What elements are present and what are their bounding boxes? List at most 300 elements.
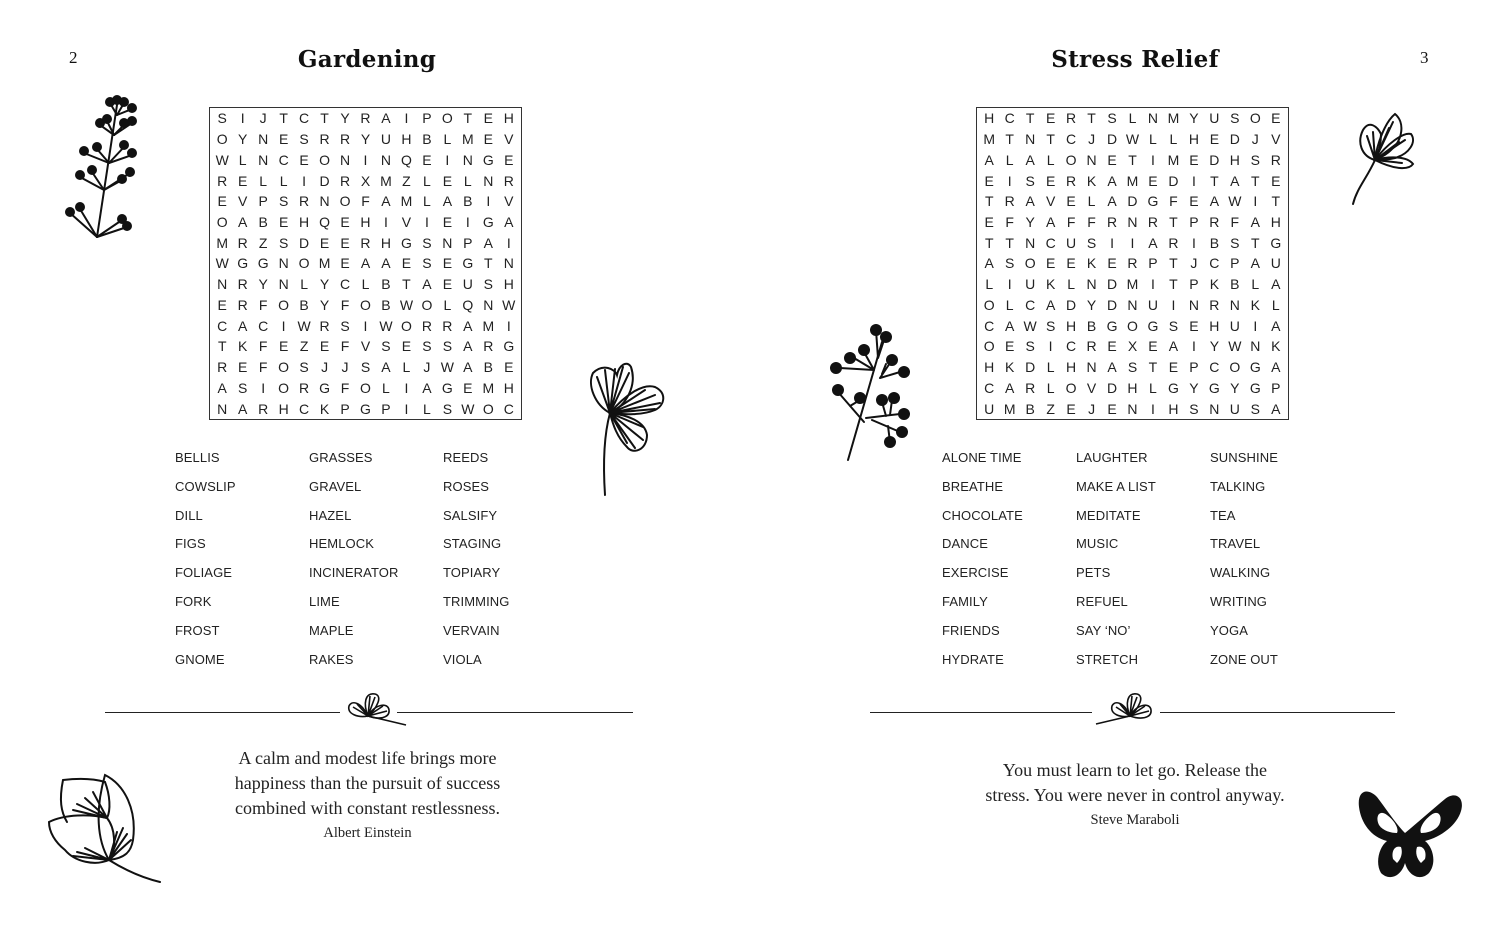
grid-cell[interactable]: C [339, 276, 351, 293]
grid-cell[interactable]: N [339, 151, 351, 168]
grid-cell[interactable]: E [1045, 172, 1056, 189]
grid-cell[interactable]: L [279, 172, 288, 189]
grid-cell[interactable]: S [1250, 151, 1260, 168]
grid-cell[interactable]: A [984, 255, 994, 272]
grid-cell[interactable]: E [1209, 131, 1220, 148]
grid-cell[interactable]: C [1209, 255, 1220, 272]
grid-cell[interactable]: F [258, 338, 268, 355]
grid-cell[interactable]: O [298, 255, 310, 272]
grid-cell[interactable]: E [1271, 110, 1281, 127]
grid-cell[interactable]: R [319, 131, 330, 148]
grid-cell[interactable]: A [984, 151, 994, 168]
grid-cell[interactable]: G [482, 151, 494, 168]
grid-cell[interactable]: R [421, 317, 432, 334]
grid-cell[interactable]: J [1088, 400, 1096, 417]
grid-cell[interactable]: H [278, 400, 289, 417]
grid-cell[interactable]: I [465, 214, 470, 231]
grid-cell[interactable]: R [1066, 110, 1077, 127]
grid-cell[interactable]: E [1189, 151, 1199, 168]
grid-cell[interactable]: P [258, 193, 268, 210]
grid-cell[interactable]: S [1230, 110, 1240, 127]
grid-cell[interactable]: E [1045, 255, 1056, 272]
grid-cell[interactable]: A [217, 379, 227, 396]
grid-cell[interactable]: E [1148, 338, 1158, 355]
grid-cell[interactable]: L [1128, 110, 1137, 127]
grid-cell[interactable]: V [504, 131, 514, 148]
grid-cell[interactable]: G [257, 255, 269, 272]
grid-cell[interactable]: U [380, 131, 392, 148]
grid-cell[interactable]: O [278, 359, 290, 376]
grid-cell[interactable]: S [422, 338, 432, 355]
grid-cell[interactable]: H [401, 131, 412, 148]
grid-cell[interactable]: U [1229, 317, 1240, 334]
grid-cell[interactable]: N [462, 151, 473, 168]
grid-cell[interactable]: O [441, 110, 453, 127]
grid-cell[interactable]: Y [1025, 214, 1035, 231]
grid-cell[interactable]: D [1066, 296, 1077, 313]
grid-cell[interactable]: R [319, 317, 330, 334]
grid-cell[interactable]: N [258, 131, 269, 148]
grid-cell[interactable]: E [340, 255, 350, 272]
grid-cell[interactable]: W [440, 359, 454, 376]
grid-cell[interactable]: I [1191, 172, 1196, 189]
grid-cell[interactable]: P [422, 110, 432, 127]
grid-cell[interactable]: Y [340, 110, 350, 127]
grid-cell[interactable]: P [463, 234, 473, 251]
grid-cell[interactable]: L [985, 276, 994, 293]
grid-cell[interactable]: S [340, 317, 350, 334]
grid-cell[interactable]: Q [319, 214, 330, 231]
grid-cell[interactable]: P [1271, 379, 1281, 396]
grid-cell[interactable]: R [299, 379, 310, 396]
grid-cell[interactable]: H [1209, 317, 1220, 334]
grid-cell[interactable]: C [299, 110, 310, 127]
grid-cell[interactable]: W [215, 151, 229, 168]
grid-cell[interactable]: Q [400, 151, 412, 168]
grid-cell[interactable]: M [216, 234, 229, 251]
grid-cell[interactable]: C [503, 400, 514, 417]
grid-cell[interactable]: L [1046, 359, 1055, 376]
grid-cell[interactable]: M [400, 193, 413, 210]
grid-cell[interactable]: R [1086, 338, 1097, 355]
grid-cell[interactable]: T [279, 110, 288, 127]
grid-cell[interactable]: B [1086, 317, 1097, 334]
grid-cell[interactable]: E [442, 214, 453, 231]
grid-cell[interactable]: I [404, 110, 409, 127]
grid-cell[interactable]: V [1271, 131, 1281, 148]
grid-cell[interactable]: A [238, 214, 248, 231]
grid-cell[interactable]: T [1169, 276, 1178, 293]
grid-cell[interactable]: R [483, 338, 494, 355]
grid-cell[interactable]: O [421, 296, 433, 313]
grid-cell[interactable]: E [340, 234, 350, 251]
grid-cell[interactable]: E [442, 276, 453, 293]
grid-cell[interactable]: Q [462, 296, 474, 313]
grid-cell[interactable]: A [1250, 214, 1260, 231]
grid-cell[interactable]: F [1087, 214, 1096, 231]
grid-cell[interactable]: G [1147, 193, 1159, 210]
grid-cell[interactable]: E [278, 214, 289, 231]
grid-cell[interactable]: A [1168, 338, 1179, 355]
grid-cell[interactable]: A [381, 193, 391, 210]
grid-cell[interactable]: A [1025, 193, 1035, 210]
grid-cell[interactable]: E [238, 359, 248, 376]
grid-cell[interactable]: X [1127, 338, 1138, 355]
grid-cell[interactable]: I [404, 379, 409, 396]
grid-cell[interactable]: P [1189, 214, 1199, 231]
grid-cell[interactable]: L [1251, 276, 1260, 293]
grid-cell[interactable]: S [381, 338, 391, 355]
grid-cell[interactable]: T [1046, 131, 1055, 148]
grid-cell[interactable]: J [259, 110, 267, 127]
grid-cell[interactable]: M [1167, 110, 1180, 127]
grid-cell[interactable]: W [1228, 338, 1242, 355]
grid-cell[interactable]: C [1066, 338, 1077, 355]
grid-cell[interactable]: B [381, 296, 391, 313]
grid-cell[interactable]: Y [360, 131, 371, 148]
grid-cell[interactable]: E [217, 193, 227, 210]
grid-cell[interactable]: E [319, 234, 330, 251]
grid-cell[interactable]: G [462, 255, 474, 272]
grid-cell[interactable]: S [1025, 338, 1035, 355]
grid-cell[interactable]: R [237, 234, 248, 251]
grid-cell[interactable]: E [504, 359, 514, 376]
grid-cell[interactable]: O [216, 131, 228, 148]
grid-cell[interactable]: W [1228, 193, 1242, 210]
grid-cell[interactable]: H [1066, 317, 1077, 334]
grid-cell[interactable]: I [384, 214, 388, 231]
grid-cell[interactable]: S [1086, 234, 1097, 251]
grid-cell[interactable]: E [442, 172, 453, 189]
grid-cell[interactable]: H [503, 110, 514, 127]
grid-cell[interactable]: R [217, 172, 228, 189]
grid-cell[interactable]: L [463, 172, 472, 189]
grid-cell[interactable]: H [984, 110, 995, 127]
grid-cell[interactable]: Z [1046, 400, 1055, 417]
grid-cell[interactable]: S [278, 234, 289, 251]
grid-cell[interactable]: U [1025, 276, 1036, 293]
grid-cell[interactable]: D [1025, 359, 1036, 376]
grid-cell[interactable]: A [1271, 317, 1281, 334]
grid-cell[interactable]: U [1066, 234, 1077, 251]
grid-cell[interactable]: U [984, 400, 995, 417]
grid-cell[interactable]: M [1126, 172, 1139, 189]
grid-cell[interactable]: O [1229, 359, 1241, 376]
grid-cell[interactable]: K [1005, 359, 1015, 376]
grid-cell[interactable]: S [1107, 110, 1117, 127]
grid-cell[interactable]: G [1167, 379, 1179, 396]
grid-cell[interactable]: R [237, 276, 248, 293]
grid-cell[interactable]: P [381, 400, 391, 417]
grid-cell[interactable]: O [360, 296, 371, 313]
grid-cell[interactable]: S [422, 255, 432, 272]
grid-cell[interactable]: T [463, 110, 473, 127]
grid-cell[interactable]: O [1127, 317, 1138, 334]
grid-cell[interactable]: G [319, 379, 330, 396]
grid-cell[interactable]: S [1189, 400, 1199, 417]
grid-cell[interactable]: G [237, 255, 249, 272]
grid-cell[interactable]: N [1127, 296, 1138, 313]
grid-cell[interactable]: L [422, 400, 431, 417]
grid-cell[interactable]: J [423, 359, 431, 376]
grid-cell[interactable]: M [983, 131, 996, 148]
grid-cell[interactable]: P [340, 400, 350, 417]
grid-cell[interactable]: R [1066, 172, 1077, 189]
grid-cell[interactable]: E [1107, 400, 1117, 417]
grid-cell[interactable]: A [1045, 296, 1056, 313]
grid-cell[interactable]: S [1230, 234, 1240, 251]
grid-cell[interactable]: M [461, 131, 474, 148]
grid-cell[interactable]: O [339, 193, 351, 210]
grid-cell[interactable]: R [360, 234, 371, 251]
grid-cell[interactable]: S [442, 400, 453, 417]
grid-cell[interactable]: E [1189, 317, 1199, 334]
grid-cell[interactable]: Y [1189, 110, 1199, 127]
grid-cell[interactable]: N [483, 172, 494, 189]
grid-cell[interactable]: E [1107, 255, 1117, 272]
grid-cell[interactable]: T [1148, 359, 1158, 376]
grid-cell[interactable]: N [278, 276, 289, 293]
grid-cell[interactable]: R [360, 110, 371, 127]
grid-cell[interactable]: E [1066, 255, 1076, 272]
grid-cell[interactable]: E [1066, 193, 1076, 210]
grid-cell[interactable]: K [1086, 172, 1097, 189]
grid-cell[interactable]: R [299, 193, 310, 210]
grid-cell[interactable]: T [217, 338, 227, 355]
grid-cell[interactable]: S [1025, 172, 1035, 189]
grid-cell[interactable]: K [1045, 276, 1056, 293]
grid-cell[interactable]: E [984, 172, 994, 189]
grid-cell[interactable]: O [278, 296, 290, 313]
grid-cell[interactable]: H [360, 214, 371, 231]
grid-cell[interactable]: B [483, 359, 493, 376]
grid-cell[interactable]: R [1004, 193, 1015, 210]
grid-cell[interactable]: E [401, 338, 412, 355]
grid-cell[interactable]: S [238, 379, 248, 396]
grid-cell[interactable]: N [1086, 151, 1097, 168]
grid-cell[interactable]: C [258, 317, 269, 334]
grid-cell[interactable]: I [486, 193, 491, 210]
grid-cell[interactable]: V [401, 214, 412, 231]
grid-cell[interactable]: R [1270, 151, 1281, 168]
grid-cell[interactable]: S [1045, 317, 1056, 334]
grid-cell[interactable]: A [381, 110, 391, 127]
grid-cell[interactable]: T [402, 276, 411, 293]
grid-cell[interactable]: M [482, 317, 495, 334]
grid-cell[interactable]: K [1209, 276, 1220, 293]
grid-cell[interactable]: R [1147, 214, 1159, 231]
grid-cell[interactable]: N [1209, 400, 1220, 417]
grid-cell[interactable]: A [1107, 193, 1117, 210]
grid-cell[interactable]: R [503, 172, 514, 189]
grid-cell[interactable]: B [381, 276, 391, 293]
grid-cell[interactable]: T [1025, 110, 1035, 127]
grid-cell[interactable]: E [422, 151, 432, 168]
grid-cell[interactable]: W [461, 400, 475, 417]
grid-cell[interactable]: L [1046, 379, 1055, 396]
grid-cell[interactable]: T [1169, 214, 1178, 231]
grid-cell[interactable]: K [1086, 255, 1097, 272]
grid-cell[interactable]: L [1149, 131, 1157, 148]
grid-cell[interactable]: I [424, 214, 429, 231]
grid-cell[interactable]: A [238, 317, 248, 334]
grid-cell[interactable]: E [401, 255, 412, 272]
grid-cell[interactable]: A [504, 214, 514, 231]
grid-cell[interactable]: V [1086, 379, 1097, 396]
grid-cell[interactable]: T [320, 110, 329, 127]
grid-cell[interactable]: T [1251, 234, 1260, 251]
grid-cell[interactable]: O [1065, 379, 1077, 396]
grid-cell[interactable]: H [984, 359, 995, 376]
grid-cell[interactable]: F [340, 379, 350, 396]
grid-cell[interactable]: K [319, 400, 330, 417]
grid-cell[interactable]: T [1087, 110, 1096, 127]
grid-cell[interactable]: A [1005, 379, 1015, 396]
grid-cell[interactable]: O [216, 214, 228, 231]
grid-cell[interactable]: A [238, 400, 248, 417]
grid-cell[interactable]: I [1151, 276, 1155, 293]
grid-cell[interactable]: H [299, 214, 310, 231]
grid-cell[interactable]: Y [1230, 379, 1240, 396]
grid-cell[interactable]: G [503, 338, 515, 355]
grid-cell[interactable]: M [318, 255, 331, 272]
grid-cell[interactable]: H [1229, 151, 1240, 168]
grid-cell[interactable]: A [1271, 359, 1281, 376]
grid-cell[interactable]: T [1169, 255, 1178, 272]
grid-cell[interactable]: O [400, 317, 412, 334]
grid-cell[interactable]: C [984, 317, 995, 334]
grid-cell[interactable]: C [984, 379, 995, 396]
grid-cell[interactable]: E [504, 151, 514, 168]
grid-cell[interactable]: L [1005, 296, 1014, 313]
grid-cell[interactable]: I [1151, 400, 1155, 417]
grid-cell[interactable]: O [1249, 110, 1261, 127]
grid-cell[interactable]: F [340, 338, 350, 355]
grid-cell[interactable]: T [984, 234, 994, 251]
grid-cell[interactable]: I [1253, 317, 1258, 334]
grid-cell[interactable]: H [1066, 359, 1077, 376]
grid-cell[interactable]: A [360, 255, 371, 272]
grid-cell[interactable]: I [1130, 234, 1135, 251]
grid-cell[interactable]: L [1067, 276, 1075, 293]
grid-cell[interactable]: N [483, 296, 494, 313]
grid-cell[interactable]: K [238, 338, 248, 355]
grid-cell[interactable]: D [1106, 276, 1118, 293]
grid-cell[interactable]: D [1106, 296, 1118, 313]
grid-cell[interactable]: C [1066, 131, 1077, 148]
grid-cell[interactable]: H [1127, 379, 1138, 396]
grid-cell[interactable]: R [1106, 214, 1118, 231]
grid-cell[interactable]: M [1126, 276, 1139, 293]
grid-cell[interactable]: E [278, 338, 289, 355]
grid-cell[interactable]: D [1168, 172, 1179, 189]
grid-cell[interactable]: Y [1189, 379, 1199, 396]
grid-cell[interactable]: S [483, 276, 493, 293]
grid-cell[interactable]: B [258, 214, 268, 231]
grid-cell[interactable]: G [1208, 379, 1220, 396]
grid-cell[interactable]: R [1209, 214, 1220, 231]
grid-cell[interactable]: H [503, 379, 514, 396]
grid-cell[interactable]: Z [402, 172, 411, 189]
word-search-grid[interactable] [209, 107, 522, 420]
grid-cell[interactable]: S [278, 193, 289, 210]
grid-cell[interactable]: H [1270, 214, 1281, 231]
grid-cell[interactable]: N [217, 400, 228, 417]
grid-cell[interactable]: F [258, 296, 268, 313]
grid-cell[interactable]: E [340, 214, 350, 231]
grid-cell[interactable]: H [1168, 400, 1179, 417]
grid-cell[interactable]: L [361, 276, 370, 293]
grid-cell[interactable]: L [382, 379, 390, 396]
grid-cell[interactable]: E [483, 131, 493, 148]
grid-cell[interactable]: R [237, 296, 248, 313]
grid-cell[interactable]: N [1086, 359, 1097, 376]
grid-cell[interactable]: D [319, 172, 330, 189]
grid-cell[interactable]: A [381, 255, 391, 272]
grid-cell[interactable]: A [463, 317, 473, 334]
grid-cell[interactable]: W [379, 317, 393, 334]
grid-cell[interactable]: J [1190, 255, 1198, 272]
grid-cell[interactable]: G [1249, 379, 1261, 396]
grid-cell[interactable]: E [463, 379, 473, 396]
grid-cell[interactable]: D [1209, 151, 1220, 168]
grid-cell[interactable]: T [1271, 193, 1281, 210]
grid-cell[interactable]: G [482, 214, 494, 231]
grid-cell[interactable]: W [1023, 317, 1037, 334]
word-search-grid[interactable] [976, 107, 1289, 420]
grid-cell[interactable]: N [258, 151, 269, 168]
grid-cell[interactable]: E [1066, 400, 1076, 417]
grid-cell[interactable]: S [217, 110, 227, 127]
grid-cell[interactable]: E [1107, 338, 1117, 355]
grid-cell[interactable]: I [363, 317, 368, 334]
grid-cell[interactable]: Y [1209, 338, 1220, 355]
grid-cell[interactable]: F [1066, 214, 1076, 231]
grid-cell[interactable]: Y [319, 276, 330, 293]
grid-cell[interactable]: B [299, 296, 309, 313]
grid-cell[interactable]: L [238, 151, 247, 168]
grid-cell[interactable]: V [360, 338, 371, 355]
grid-cell[interactable]: S [1127, 359, 1138, 376]
grid-cell[interactable]: P [1189, 276, 1199, 293]
grid-cell[interactable]: L [300, 276, 308, 293]
grid-cell[interactable]: N [278, 255, 289, 272]
grid-cell[interactable]: A [483, 234, 493, 251]
grid-cell[interactable]: A [1250, 255, 1260, 272]
grid-cell[interactable]: O [1024, 255, 1036, 272]
grid-cell[interactable]: R [442, 317, 453, 334]
grid-cell[interactable]: E [238, 172, 248, 189]
grid-cell[interactable]: G [1147, 317, 1159, 334]
grid-cell[interactable]: U [462, 276, 473, 293]
grid-cell[interactable]: N [1188, 296, 1199, 313]
grid-cell[interactable]: P [1189, 359, 1199, 376]
grid-cell[interactable]: E [1005, 338, 1015, 355]
grid-cell[interactable]: E [319, 338, 330, 355]
grid-cell[interactable]: C [299, 400, 310, 417]
grid-cell[interactable]: T [1251, 172, 1260, 189]
grid-cell[interactable]: A [1209, 193, 1220, 210]
grid-cell[interactable]: Z [258, 234, 268, 251]
grid-cell[interactable]: E [1189, 193, 1199, 210]
grid-cell[interactable]: E [278, 131, 289, 148]
grid-cell[interactable]: B [463, 193, 473, 210]
grid-cell[interactable]: I [302, 172, 307, 189]
grid-cell[interactable]: C [1209, 359, 1220, 376]
grid-cell[interactable]: F [1230, 214, 1240, 231]
grid-cell[interactable]: W [297, 317, 311, 334]
grid-cell[interactable]: E [299, 151, 309, 168]
